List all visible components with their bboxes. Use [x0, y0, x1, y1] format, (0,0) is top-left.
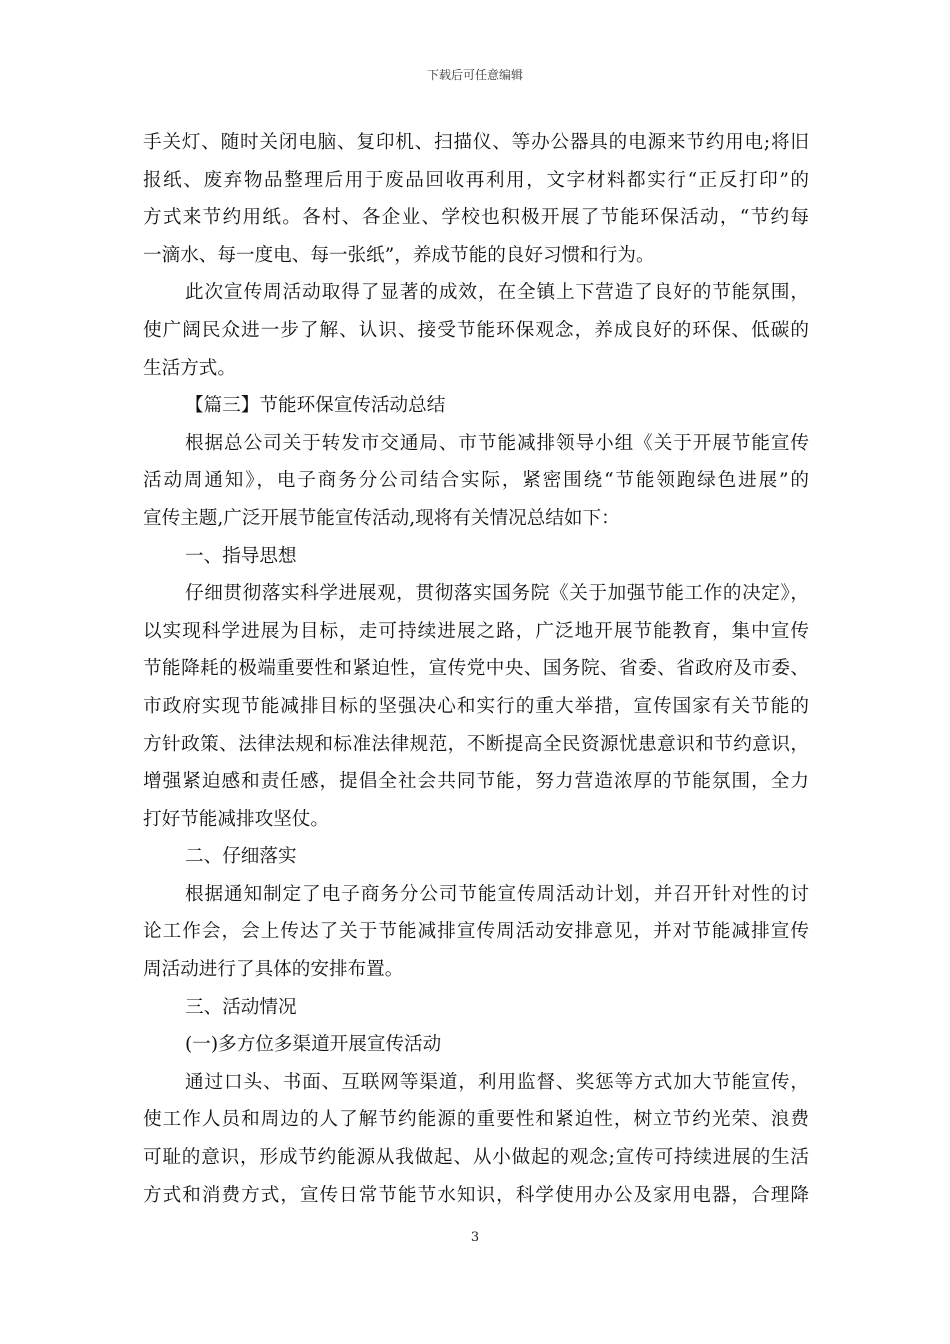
- heading-text: 【篇三】节能环保宣传活动总结: [185, 395, 446, 417]
- paragraph: [143, 876, 809, 989]
- text-line: 宣传主题,广泛开展节能宣传活动,现将有关情况总结如下：: [143, 507, 620, 529]
- text-line: 通过口头、书面、互联网等渠道，利用监督、奖惩等方式加大节能宣传，: [185, 1071, 809, 1093]
- text-line: 论工作会，会上传达了关于节能减排宣传周活动安排意见，并对节能减排宣传: [143, 921, 809, 943]
- text-line: 市政府实现节能减排目标的坚强决心和实行的重大举措，宣传国家有关节能的: [143, 695, 809, 717]
- page-header: 下载后可任意编辑: [426, 68, 523, 82]
- text-line: 以实现科学进展为目标，走可持续进展之路，广泛地开展节能教育，集中宣传: [143, 620, 809, 642]
- paragraph: [143, 575, 809, 838]
- text-line: 可耻的意识，形成节约能源从我做起、从小做起的观念;宣传可持续进展的生活: [143, 1147, 809, 1169]
- section-heading: [143, 989, 809, 1027]
- section-heading: [143, 838, 809, 876]
- section-heading: [143, 538, 809, 576]
- heading-text: (一)多方位多渠道开展宣传活动: [185, 1034, 442, 1056]
- page-number: 3: [470, 1230, 480, 1245]
- paragraph: [143, 124, 809, 274]
- text-line: 生活方式。: [143, 357, 236, 379]
- text-line: 周活动进行了具体的安排布置。: [143, 959, 404, 981]
- text-line: 节能降耗的极端重要性和紧迫性，宣传党中央、国务院、省委、省政府及市委、: [143, 658, 809, 680]
- text-line: 此次宣传周活动取得了显著的成效，在全镇上下营造了良好的节能氛围，: [185, 282, 809, 304]
- text-line: 根据总公司关于转发市交通局、市节能减排领导小组《关于开展节能宣传: [185, 432, 809, 454]
- text-line: 手关灯、随时关闭电脑、复印机、扫描仪、等办公器具的电源来节约用电;将旧: [143, 132, 809, 153]
- text-line: 方式来节约用纸。各村、各企业、学校也积极开展了节能环保活动，“节约每: [143, 207, 809, 229]
- paragraph: [143, 425, 809, 538]
- document-body: [143, 124, 809, 1214]
- paragraph: [143, 274, 809, 387]
- text-line: 根据通知制定了电子商务分公司节能宣传周活动计划，并召开针对性的讨: [185, 883, 809, 905]
- text-line: 活动周通知》，电子商务分公司结合实际，紧密围绕“节能领跑绿色进展”的: [143, 470, 809, 492]
- paragraph: [143, 1064, 809, 1214]
- text-line: 仔细贯彻落实科学进展观，贯彻落实国务院《关于加强节能工作的决定》，: [185, 583, 809, 605]
- heading-text: 三、活动情况: [185, 996, 297, 1018]
- text-line: 方式和消费方式，宣传日常节能节水知识，科学使用办公及家用电器，合理降: [143, 1184, 809, 1206]
- text-line: 使工作人员和周边的人了解节约能源的重要性和紧迫性，树立节约光荣、浪费: [143, 1109, 809, 1131]
- heading-text: 一、指导思想: [185, 545, 297, 567]
- text-line: 一滴水、每一度电、每一张纸”，养成节能的良好习惯和行为。: [143, 244, 655, 266]
- subsection-heading: [143, 1026, 809, 1064]
- section-heading: [143, 387, 809, 425]
- text-line: 方针政策、法律法规和标准法律规范，不断提高全民资源忧患意识和节约意识，: [143, 733, 809, 755]
- heading-text: 二、仔细落实: [185, 846, 297, 868]
- text-line: 增强紧迫感和责任感，提倡全社会共同节能，努力营造浓厚的节能氛围，全力: [143, 771, 809, 793]
- text-line: 使广阔民众进一步了解、认识、接受节能环保观念，养成良好的环保、低碳的: [143, 319, 809, 341]
- text-line: 打好节能减排攻坚仗。: [143, 808, 329, 830]
- text-line: 报纸、废弃物品整理后用于废品回收再利用，文字材料都实行“正反打印”的: [143, 169, 809, 191]
